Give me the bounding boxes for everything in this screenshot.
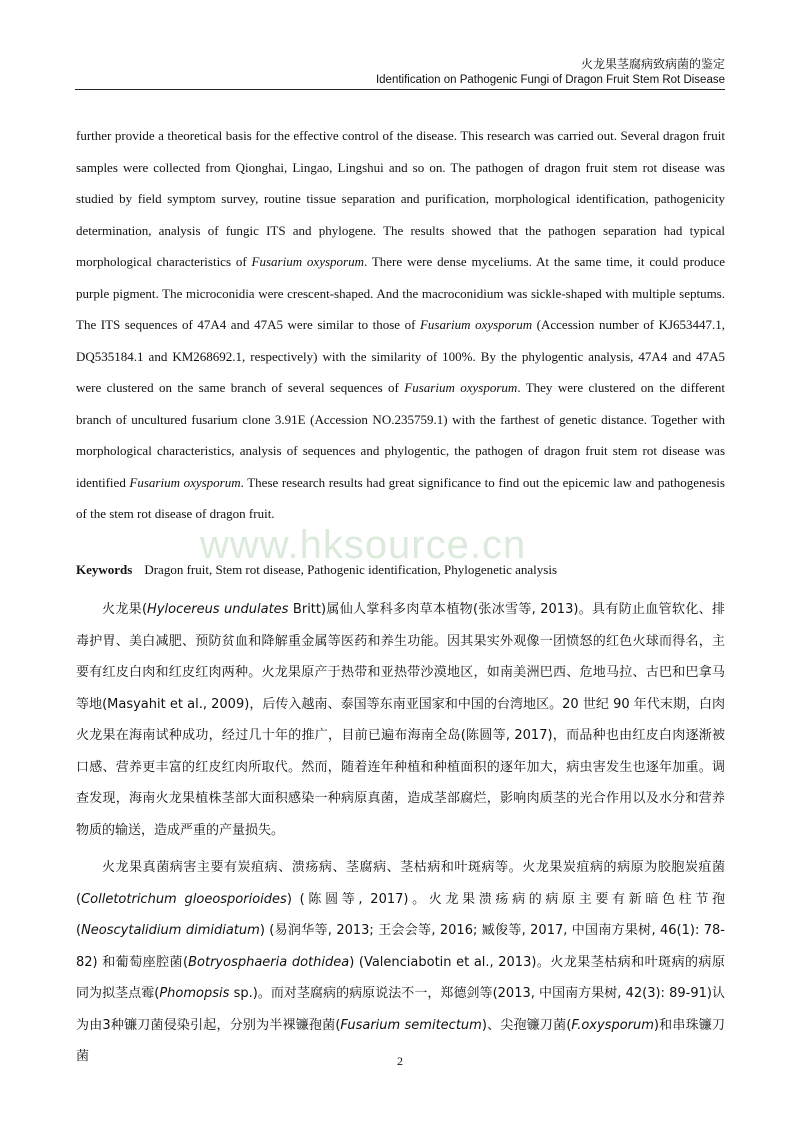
species-name: Botryosphaeria dothidea — [188, 954, 350, 970]
species-name: Fusarium oxysporum — [129, 474, 241, 490]
header-rule — [75, 89, 725, 90]
body-paragraph-2 — [76, 852, 725, 1073]
species-name: Phomopsis — [159, 986, 230, 1001]
abstract-text: further provide a theoretical basis for the effective control of the disease. This research was carried out. Several dragon fruit samples were collected from Qionghai, Lingao, Lingshui and so on. The pathogen of dragon fruit stem rot disease was studied by field symptom survey, routine tissue separation and purification, morphological identification, pathogenicity determination, analysis of fungic ITS and phylogene. The results showed that the pathogen separation had typical morphological characteristics of — [76, 128, 725, 269]
abstract-text: (Accession number of KJ653447.1, DQ535184.1 and KM268692.1, respectively) with the similarity of 100%. By the phylogentic analysis, 47A4 and 47A5 were clustered on the same branch of several sequences of — [76, 317, 726, 395]
abstract-text: . These research results had great significance to find out the epicemic law and pathogenesis of the stem rot disease of dragon fruit. — [76, 474, 725, 521]
abstract-text: . There were dense myceliums. At the same time, it could produce purple pigment. The microconidia were crescent-shaped. And the macroconidium was sickle-shaped with multiple septums. The ITS sequences of 47A4 and 47A5 were similar to those of — [76, 254, 725, 332]
body-text: )、尖孢镰刀菌( — [481, 1017, 572, 1033]
abstract-english — [76, 120, 725, 530]
body-text: )和串珠镰刀菌 — [76, 1017, 725, 1064]
keywords-label: Keywords — [76, 562, 133, 577]
species-name: Fusarium oxysporum — [404, 380, 518, 395]
body-text: Britt)属仙人掌科多肉草本植物(张冰雪等, 2013)。具有防止血管软化、排毒护胃、美白减肥、预防贫血和降解重金属等医药和养生功能。因其果实外观像一团愤怒的红色火球而得名，主要有红皮白肉和红皮红肉两种。火龙果原产于热带和亚热带沙漠地区，如南美洲巴西、危地马拉、古巴和巴拿马等地(Masyahit et al., 2009)，后传入越南、泰国等东南亚国家和中国的台湾地区。20 世纪 90 年代末期，白肉火龙果在海南试种成功，经过几十年的推广，目前已遍布海南全岛(陈圆等, 2017)，而品种也由红皮白肉逐渐被口感、营养更丰富的红皮红肉所取代。然而，随着连年种植和种植面积的逐年加大，病虫害发生也逐年加重。调查发现，海南火龙果植株茎部大面积感染一种病原真菌，造成茎部腐烂，影响肉质茎的光合作用以及水分和营养物质的输送，造成严重的产量损失。 — [76, 602, 725, 838]
body-text: sp.)。而对茎腐病的病原说法不一，郑德剑等(2013, 中国南方果树, 42(3): 89-91)认为由3种镰刀菌侵染引起，分别为半裸镰孢菌( — [76, 986, 725, 1033]
abstract-paragraph — [76, 120, 725, 530]
species-name: Neoscytalidium dimidiatum — [81, 923, 260, 938]
body-chinese — [76, 594, 725, 1079]
running-header-cn: 火龙果茎腐病致病菌的鉴定 — [580, 57, 725, 71]
species-name: F.oxysporum — [571, 1017, 654, 1033]
watermark: www.hksource.cn — [200, 523, 527, 567]
species-name: Hylocereus undulates — [147, 602, 289, 617]
abstract-text: . They were clustered on the different branch of uncultured fusarium clone 3.91E (Accession NO.235759.1) with the farthest of genetic distance. Together with morphological characteristics, analysis of sequences and phylogentic, the pathogen of dragon fruit stem rot disease was identified — [76, 380, 726, 490]
species-name: Fusarium semitectum — [340, 1017, 482, 1033]
species-name: Fusarium oxysporum — [419, 317, 533, 332]
keywords-text: Dragon fruit, Stem rot disease, Pathogenic identification, Phylogenetic analysis — [144, 562, 557, 577]
body-text: 火龙果( — [102, 602, 148, 617]
species-name: Colletotrichum gloeosporioides — [81, 891, 287, 907]
running-header-en: Identification on Pathogenic Fungi of Dragon Fruit Stem Rot Disease — [375, 74, 725, 86]
body-text: ) (Valenciabotin et al., 2013)。火龙果茎枯病和叶斑病的病原同为拟茎点霉( — [76, 954, 725, 1001]
page-number: 2 — [397, 1054, 403, 1068]
body-text: ) (易润华等, 2013; 王会会等, 2016; 臧俊等, 2017, 中国南方果树, 46(1): 78-82) 和葡萄座腔菌( — [76, 923, 725, 970]
keywords-line — [76, 562, 557, 578]
body-text: 火龙果真菌病害主要有炭疽病、溃疡病、茎腐病、茎枯病和叶斑病等。火龙果炭疽病的病原为胶胞炭疽菌 ( — [76, 860, 725, 907]
body-text: ) (陈圆等, 2017)。火龙果溃疡病的病原主要有新暗色柱节孢 ( — [76, 891, 725, 938]
species-name: Fusarium oxysporum — [251, 254, 364, 269]
body-paragraph-1 — [76, 594, 725, 846]
